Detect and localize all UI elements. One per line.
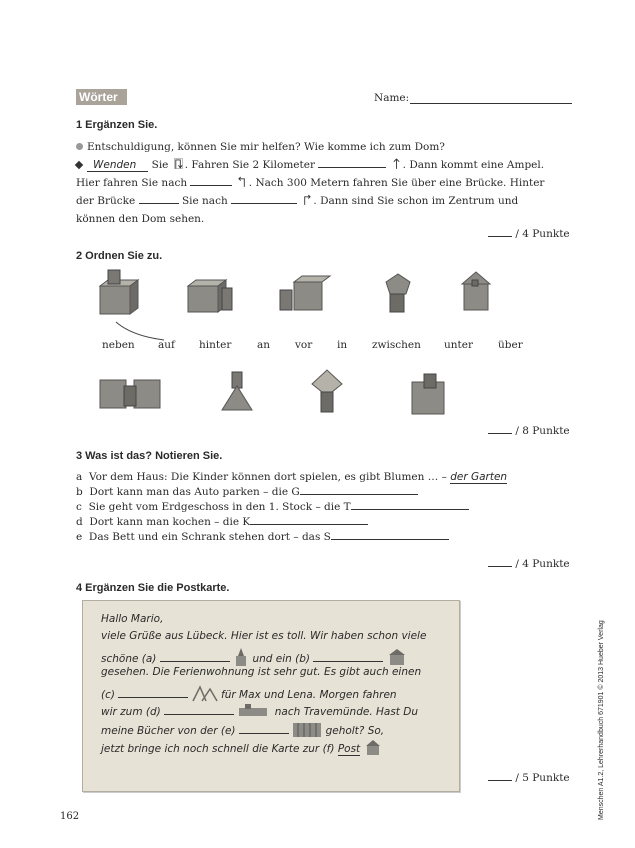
blank-field[interactable] <box>139 194 179 204</box>
task4-heading: 4 Ergänzen Sie die Postkarte. <box>76 582 230 594</box>
blank-field[interactable] <box>118 688 188 698</box>
postcard <box>82 600 460 792</box>
u-turn-arrow-icon <box>174 158 183 169</box>
task2-heading: 2 Ordnen Sie zu. <box>76 250 163 262</box>
postcard-line <box>101 684 397 702</box>
blank-field[interactable] <box>190 176 232 186</box>
task1-heading: 1 Ergänzen Sie. <box>76 119 158 131</box>
museum-icon <box>387 648 407 666</box>
blank-field[interactable] <box>231 194 297 204</box>
postcard-line <box>101 738 382 756</box>
postcard-text: schöne (a) <box>101 653 157 665</box>
blank-field[interactable] <box>164 705 234 715</box>
task1-question: Entschuldigung, können Sie mir helfen? Wie komme ich zum Dom? <box>87 141 445 153</box>
task1-text-part: Sie nach <box>181 195 228 207</box>
blank-field[interactable] <box>239 724 289 734</box>
task3-answer-example: der Garten <box>450 471 508 483</box>
postcard-line: viele Grüße aus Lübeck. Hier ist es toll. Wir haben schon viele <box>101 630 427 642</box>
postcard-answer-example: Post <box>337 743 361 755</box>
preposition-pictures-row2 <box>90 368 470 420</box>
word-an[interactable]: an <box>257 339 271 351</box>
cylinder-on-pyramid-picture <box>222 372 252 410</box>
points-label: / 5 Punkte <box>515 772 570 784</box>
task2-points <box>488 424 570 437</box>
task3-points <box>488 557 570 570</box>
copyright-side-text <box>588 600 605 820</box>
task3-heading: 3 Was ist das? Notieren Sie. <box>76 450 223 462</box>
word-neben[interactable]: neben <box>102 339 135 351</box>
postcard-line <box>101 702 418 718</box>
item-text: Dort kann man kochen – die K <box>89 516 251 528</box>
postcard-text: meine Bücher von der (e) <box>101 725 236 737</box>
pyramid-on-cube-picture <box>386 274 410 312</box>
item-text: Das Bett und ein Schrank stehen dort – das S <box>88 531 331 543</box>
task1-text-part: . Nach 300 Metern fahren Sie über eine Brücke. Hinter <box>248 177 545 189</box>
task3-item-e <box>76 530 556 545</box>
roof-over-box-picture <box>462 272 490 310</box>
task3-item-c <box>76 500 556 515</box>
item-letter: a <box>76 471 83 483</box>
task3-items <box>76 470 556 545</box>
points-label: / 4 Punkte <box>515 228 570 240</box>
word-vor[interactable]: vor <box>295 339 313 351</box>
right-turn-arrow-icon <box>302 194 311 205</box>
name-label: Name: <box>374 92 410 104</box>
postcard-text: (c) <box>101 689 115 701</box>
copyright-text: Menschen A1.2, Lehrerhandbuch 671901 © 2013 Hueber Verlag <box>598 620 605 820</box>
task1-text <box>76 138 556 228</box>
straight-arrow-icon <box>392 158 401 169</box>
word-auf[interactable]: auf <box>158 339 175 351</box>
blank-field[interactable] <box>300 485 418 495</box>
item-letter: c <box>76 501 82 513</box>
garden-icon <box>192 684 218 702</box>
task1-text-part: . Dann kommt eine Ampel. <box>402 159 545 171</box>
word-in[interactable]: in <box>337 339 348 351</box>
postcard-text: jetzt bringe ich noch schnell die Karte zur (f) <box>101 743 335 755</box>
word-ueber[interactable]: über <box>498 339 523 351</box>
blank-field[interactable] <box>250 515 368 525</box>
word-zwischen[interactable]: zwischen <box>372 339 421 351</box>
cube-on-box-picture <box>100 270 138 314</box>
task1-text-part: . Fahren Sie 2 Kilometer <box>184 159 315 171</box>
task1-points <box>488 227 570 240</box>
task1-text-part: . Dann sind Sie schon im Zentrum und <box>313 195 519 207</box>
item-letter: e <box>76 531 83 543</box>
item-letter: b <box>76 486 83 498</box>
postcard-line: gesehen. Die Ferienwohnung ist sehr gut. Es gibt auch einen <box>101 666 422 678</box>
postcard-line <box>101 720 384 738</box>
cylinder-next-to-box-picture <box>280 276 330 310</box>
library-icon <box>292 720 322 738</box>
church-icon <box>233 648 249 666</box>
points-label: / 8 Punkte <box>515 425 570 437</box>
beach-icon <box>237 702 271 718</box>
blank-field[interactable] <box>351 500 469 510</box>
cylinder-in-box-picture <box>412 374 444 414</box>
section-title: Wörter <box>76 89 127 105</box>
postcard-text: geholt? So, <box>325 725 385 737</box>
task1-text-part: können den Dom sehen. <box>76 213 205 225</box>
postcard-text: nach Travemünde. Hast Du <box>274 706 418 718</box>
name-field[interactable] <box>410 103 572 104</box>
task1-answer-example: Wenden <box>87 159 148 172</box>
task1-text-part: Hier fahren Sie nach <box>76 177 188 189</box>
task1-text-part: der Brücke <box>76 195 136 207</box>
blank-field[interactable] <box>313 652 383 662</box>
left-turn-arrow-icon <box>238 176 247 187</box>
item-text: Sie geht vom Erdgeschoss in den 1. Stock – die T <box>88 501 351 513</box>
postcard-text: und ein (b) <box>252 653 310 665</box>
blank-field[interactable] <box>160 652 230 662</box>
postcard-text: für Max und Lena. Morgen fahren <box>221 689 397 701</box>
points-field[interactable] <box>488 227 512 237</box>
task3-item-b <box>76 485 556 500</box>
bullet-icon <box>76 143 83 150</box>
item-text: Vor dem Haus: Die Kinder können dort spielen, es gibt Blumen … – <box>88 471 447 483</box>
diamond-icon <box>75 161 83 169</box>
points-field[interactable] <box>488 424 512 434</box>
pyramid-on-cylinder-picture <box>312 370 342 412</box>
task4-points <box>488 771 570 784</box>
postcard-greeting: Hallo Mario, <box>101 613 164 625</box>
two-boxes-picture <box>100 380 160 408</box>
page-number: 162 <box>60 811 80 822</box>
word-unter[interactable]: unter <box>444 339 473 351</box>
postcard-line <box>101 648 407 666</box>
points-field[interactable] <box>488 557 512 567</box>
task1-text-part: Sie <box>151 159 169 171</box>
points-label: / 4 Punkte <box>515 558 570 570</box>
postcard-text: wir zum (d) <box>101 706 161 718</box>
post-office-icon <box>364 738 382 756</box>
task3-item-d <box>76 515 556 530</box>
cube-behind-picture <box>188 280 232 312</box>
word-hinter[interactable]: hinter <box>199 339 232 351</box>
blank-field[interactable] <box>318 158 386 168</box>
points-field[interactable] <box>488 771 512 781</box>
item-text: Dort kann man das Auto parken – die G <box>89 486 300 498</box>
item-letter: d <box>76 516 83 528</box>
task3-item-a <box>76 470 556 485</box>
blank-field[interactable] <box>331 530 449 540</box>
